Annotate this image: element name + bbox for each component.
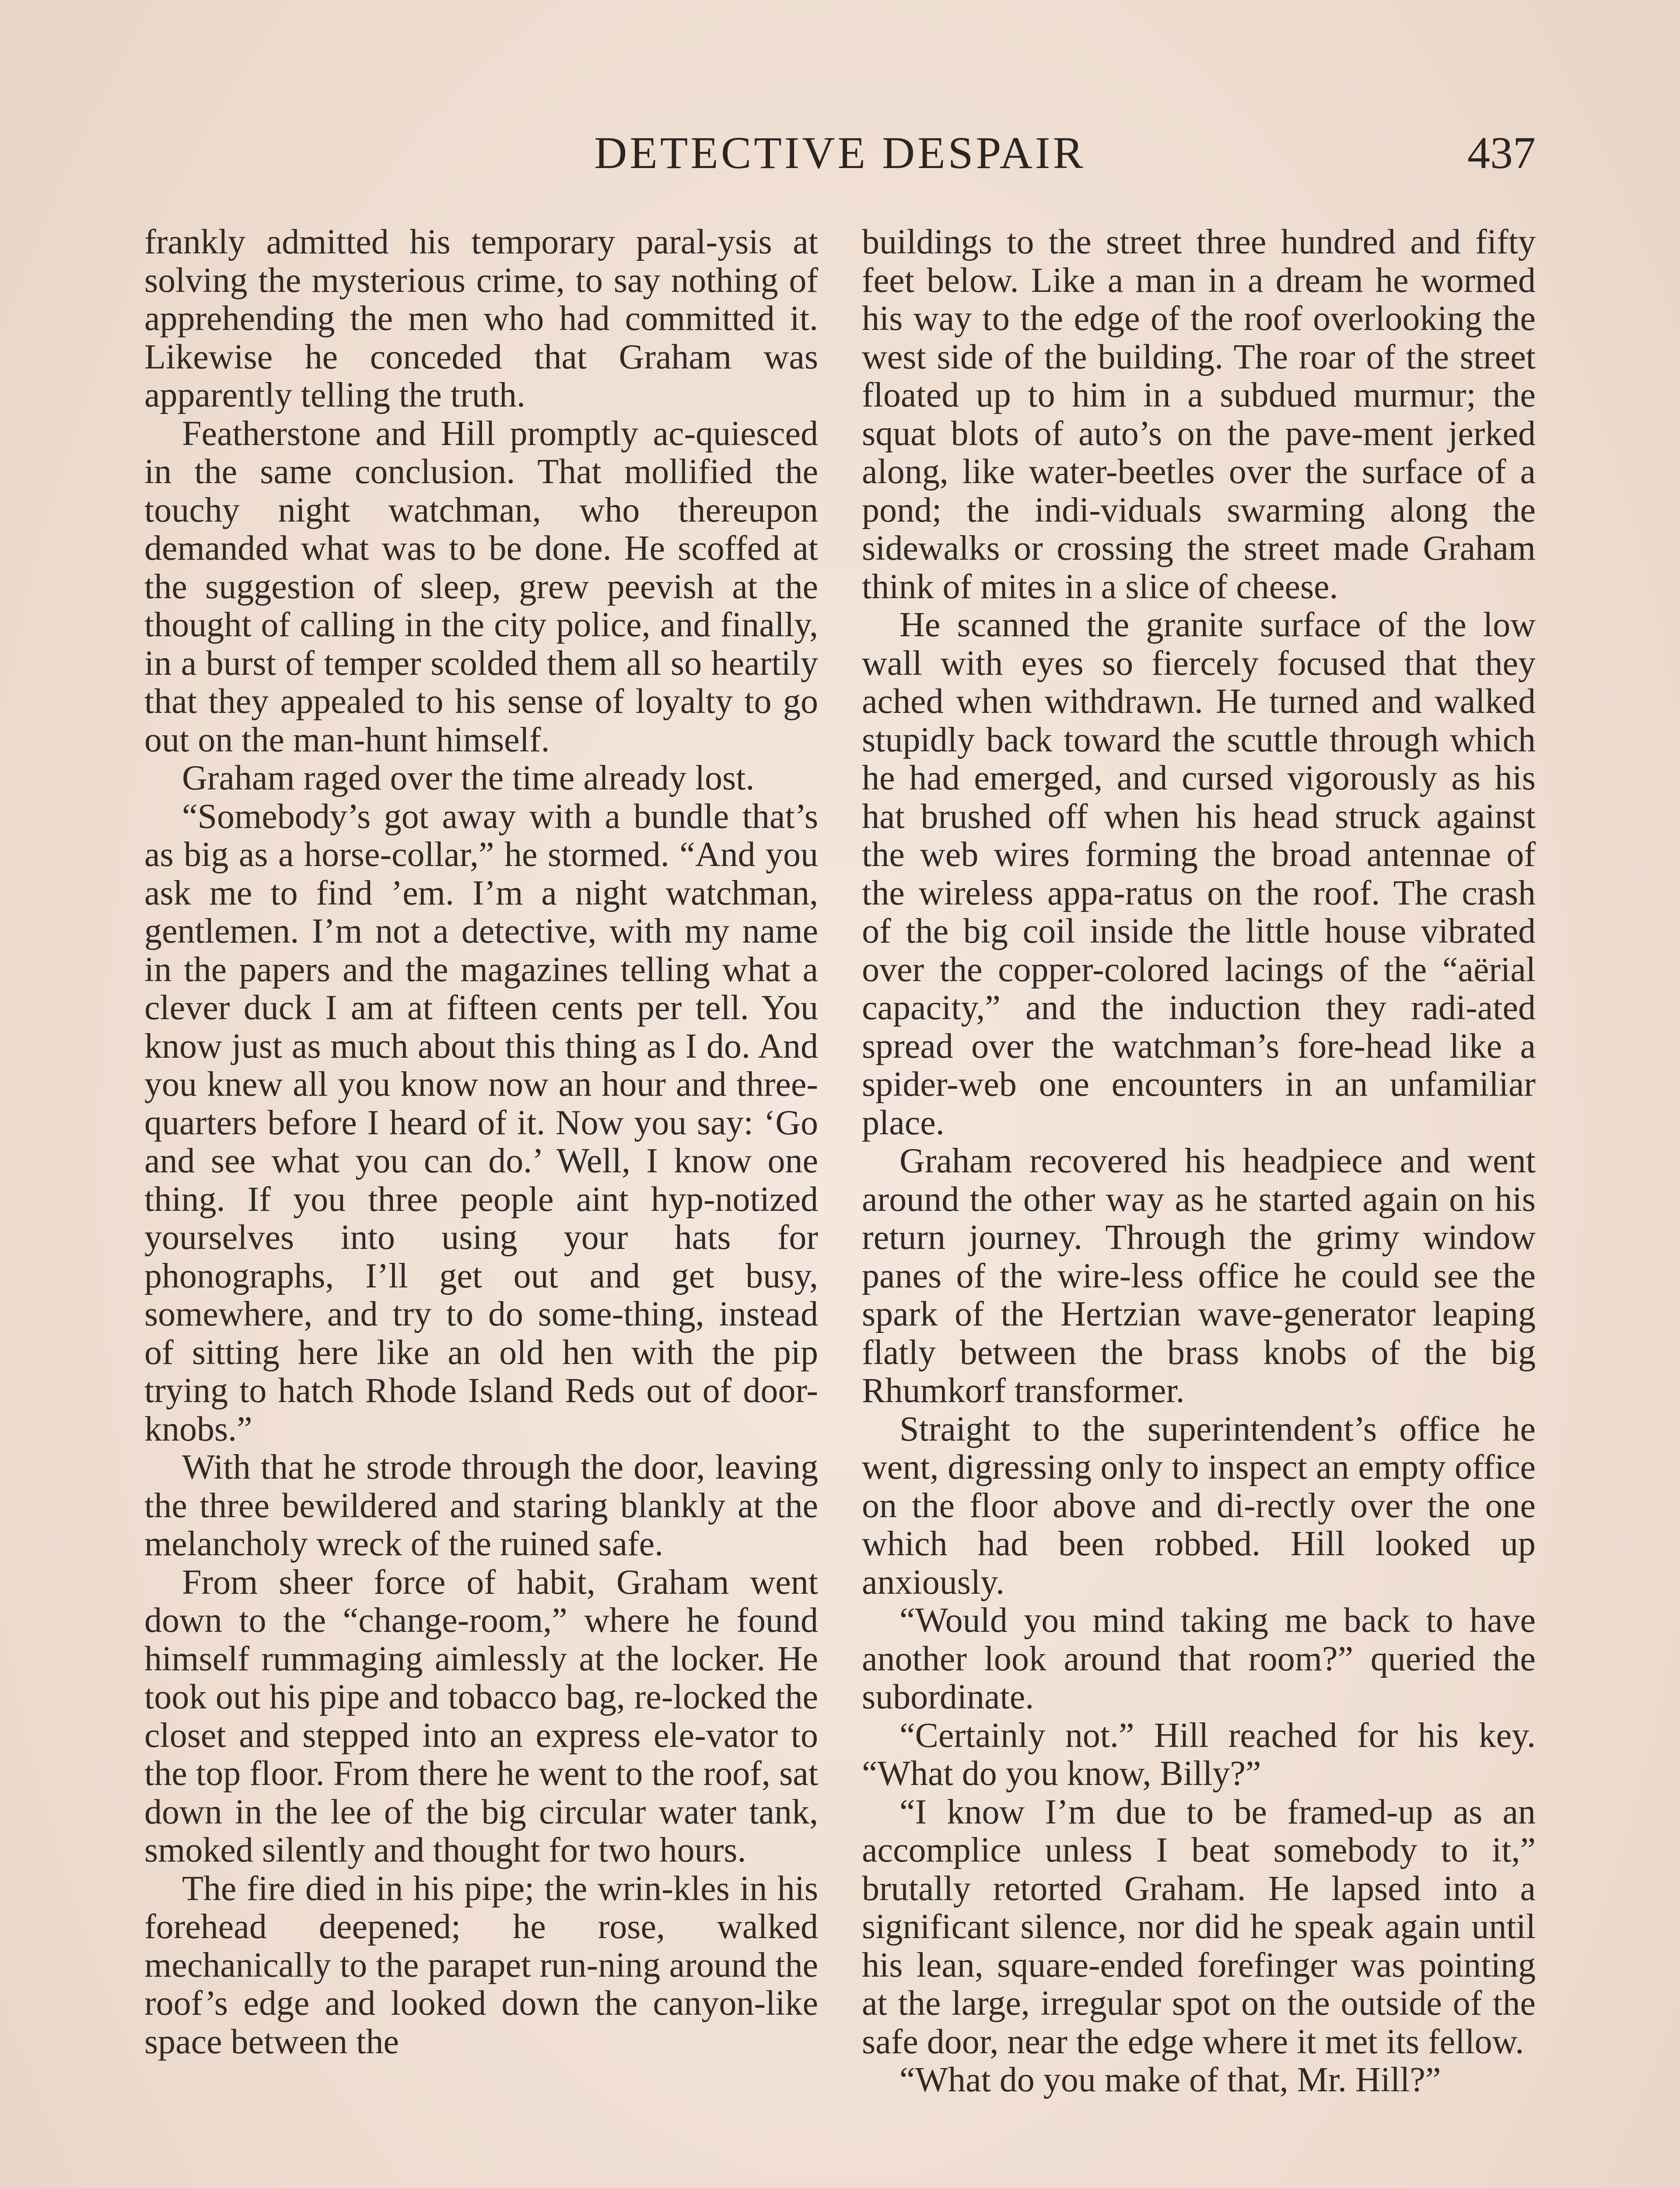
paragraph: buildings to the street three hundred and fifty feet below. Like a man in a dream he wormed his way to the edge of the roof overlooking the west side of the building. The roar of the street floated up to him in a subdued murmur; the squat blots of auto’s on the pave-ment jerked along, like water-beetles over the surface of a pond; the indi-viduals swarming along the sidewalks or crossing the street made Graham think of mites in a slice of cheese.: [862, 223, 1536, 606]
right-column: [862, 223, 1536, 2188]
paragraph: From sheer force of habit, Graham went down to the “change-room,” where he found himself rummaging aimlessly at the locker. He took out his pipe and tobacco bag, re-locked the closet and stepped into an express ele-vator to the top floor. From there he went to the roof, sat down in the lee of the big circular water tank, smoked silently and thought for two hours.: [144, 1563, 818, 1869]
paragraph: “Would you mind taking me back to have another look around that room?” queried the subordinate.: [862, 1601, 1536, 1716]
page-header: [144, 127, 1536, 188]
paragraph: He scanned the granite surface of the low wall with eyes so fiercely focused that they ached when withdrawn. He turned and walked stupidly back toward the scuttle through which he had emerged, and cursed vigorously as his hat brushed off when his head struck against the web wires forming the broad antennae of the wireless appa-ratus on the roof. The crash of the big coil inside the little house vibrated over the copper-colored lacings of the “aërial capacity,” and the induction they radi-ated spread over the watchman’s fore-head like a spider-web one encounters in an unfamiliar place.: [862, 606, 1536, 1142]
left-column: [144, 223, 818, 2188]
paragraph: “Certainly not.” Hill reached for his key. “What do you know, Billy?”: [862, 1716, 1536, 1793]
paragraph: frankly admitted his temporary paral-ysis at solving the mysterious crime, to say nothing of apprehending the men who had committed it. Likewise he conceded that Graham was apparently telling the truth.: [144, 223, 818, 414]
paragraph: Graham recovered his headpiece and went around the other way as he started again on his return journey. Through the grimy window panes of the wire-less office he could see the spark of the Hertzian wave-generator leaping flatly between the brass knobs of the big Rhumkorf transformer.: [862, 1142, 1536, 1410]
page-number: 437: [1467, 128, 1536, 178]
paragraph: With that he strode through the door, leaving the three bewildered and staring blankly at the melancholy wreck of the ruined safe.: [144, 1448, 818, 1563]
paragraph: The fire died in his pipe; the wrin-kles in his forehead deepened; he rose, walked mechanically to the parapet run-ning around the roof’s edge and looked down the canyon-like space between the: [144, 1869, 818, 2061]
paragraph: “I know I’m due to be framed-up as an accomplice unless I beat somebody to it,” brutally retorted Graham. He lapsed into a significant silence, nor did he speak again until his lean, square-ended forefinger was pointing at the large, irregular spot on the outside of the safe door, near the edge where it met its fellow.: [862, 1792, 1536, 2061]
paragraph: “What do you make of that, Mr. Hill?”: [900, 2061, 1441, 2099]
running-title: DETECTIVE DESPAIR: [594, 128, 1086, 178]
paragraph: “Somebody’s got away with a bundle that’s as big as a horse-collar,” he stormed. “And you ask me to find ’em. I’m a night watchman, gentlemen. I’m not a detective, with my name in the papers and the magazines telling what a clever duck I am at fifteen cents per tell. You know just as much about this thing as I do. And you knew all you know now an hour and three-quarters before I heard of it. Now you say: ‘Go and see what you can do.’ Well, I know one thing. If you three people aint hyp-notized yourselves into using your hats for phonographs, I’ll get out and get busy, somewhere, and try to do some-thing, instead of sitting here like an old hen with the pip trying to hatch Rhode Island Reds out of door-knobs.”: [144, 797, 818, 1448]
paragraph: Graham raged over the time already lost.: [182, 759, 755, 797]
paragraph: Straight to the superintendent’s office he went, digressing only to inspect an empty office on the floor above and di-rectly over the one which had been robbed. Hill looked up anxiously.: [862, 1410, 1536, 1602]
paragraph: Featherstone and Hill promptly ac-quiesced in the same conclusion. That mollified the touchy night watchman, who thereupon demanded what was to be done. He scoffed at the suggestion of sleep, grew peevish at the thought of calling in the city police, and finally, in a burst of temper scolded them all so heartily that they appealed to his sense of loyalty to go out on the man-hunt himself.: [144, 414, 818, 759]
